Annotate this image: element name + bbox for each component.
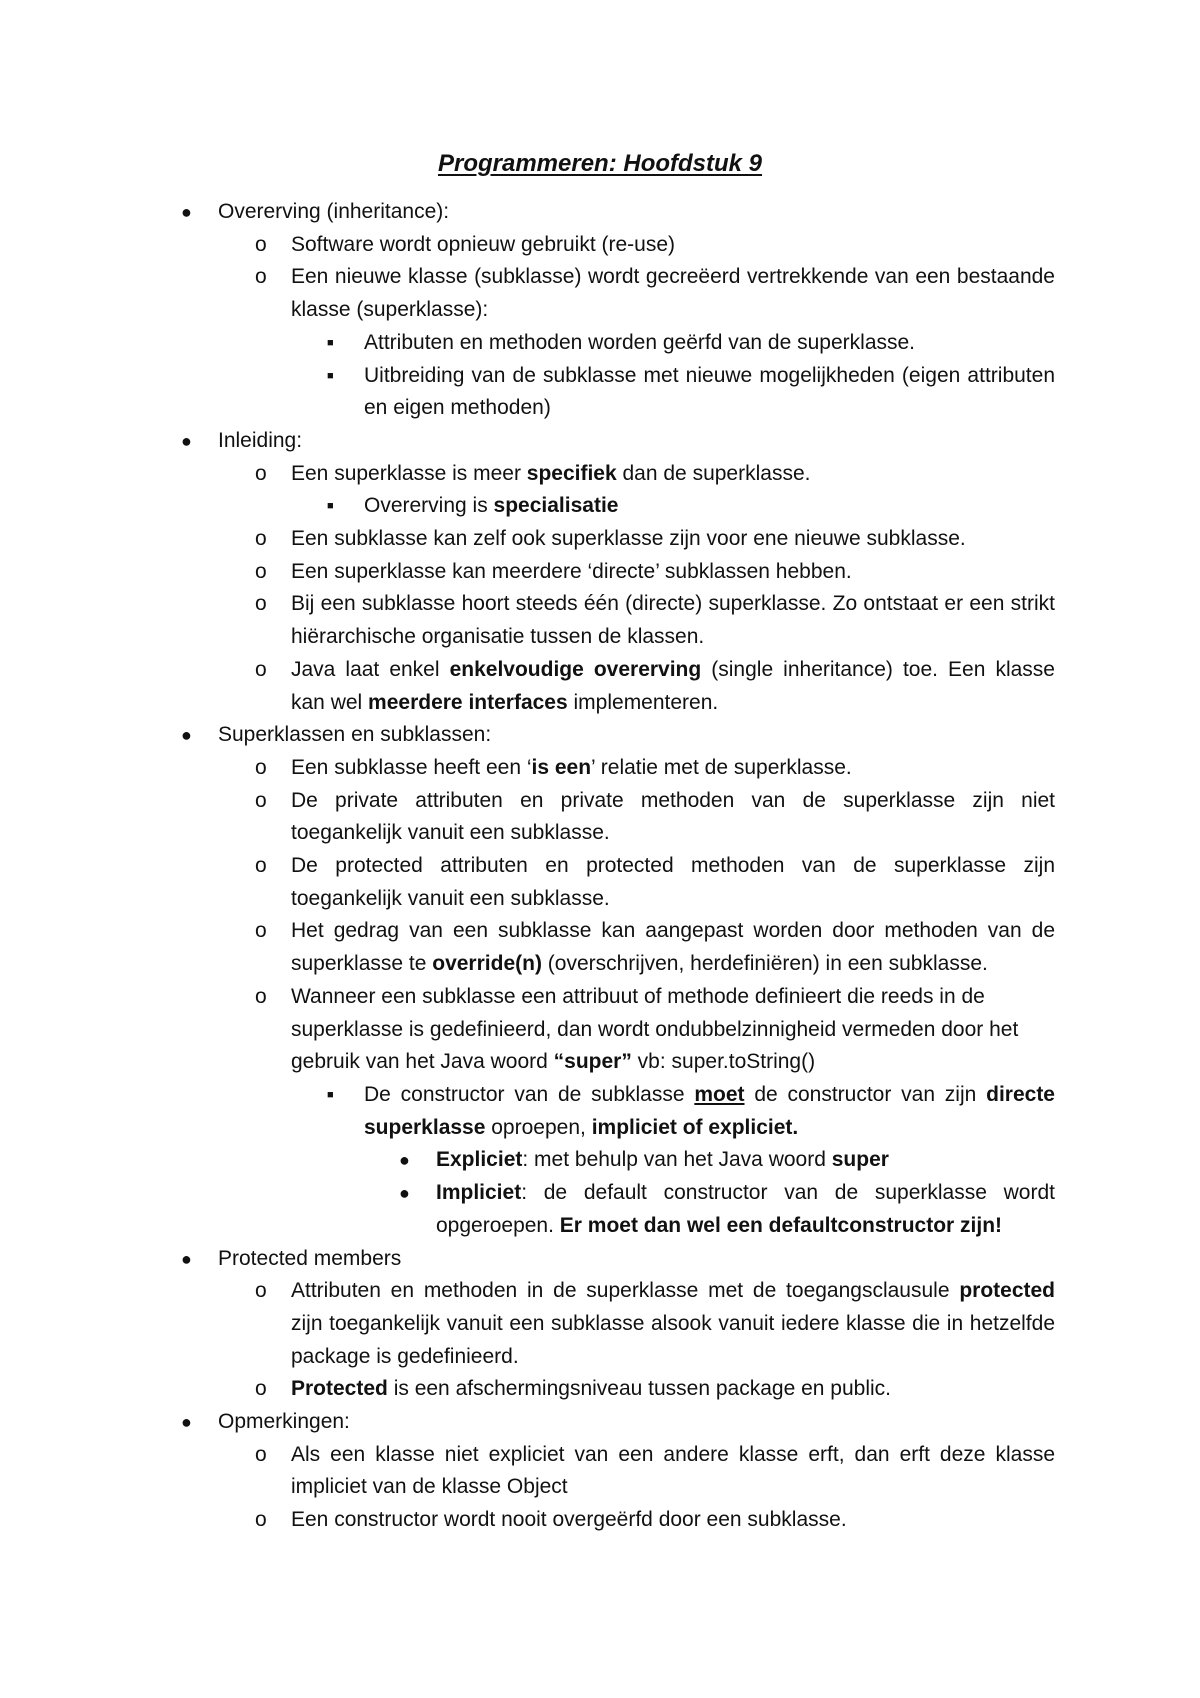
- bold-text: super: [831, 1148, 889, 1172]
- list-item-text: [291, 523, 1055, 556]
- text-run: Superklassen en subklassen:: [218, 723, 492, 747]
- text-run: : met behulp van het Java woord: [522, 1148, 832, 1172]
- list-item-level-1: [0, 1243, 1046, 1276]
- list-item-text: [291, 981, 1055, 1079]
- bullet-square-icon: ■: [327, 369, 334, 382]
- text-run: Bij een subklasse hoort steeds één (directe) superklasse. Zo ontstaat er een strikt hiërarchische organisatie tussen de klassen.: [291, 592, 1055, 649]
- bullet-circle-icon: o: [255, 984, 267, 1008]
- text-run: Attributen en methoden worden geërfd van de superklasse.: [364, 330, 916, 354]
- bullet-square-icon: ■: [327, 500, 334, 513]
- list-item-level-2: [0, 915, 1055, 980]
- list-item-text: [364, 490, 1055, 523]
- bullet-dot-icon: ●: [181, 430, 192, 451]
- list-item-level-1: [0, 719, 1046, 752]
- text-run: Opmerkingen:: [218, 1410, 350, 1434]
- list-item-text: [291, 261, 1055, 326]
- list-item-text: [218, 1243, 1046, 1276]
- text-run: De constructor van de subklasse: [364, 1082, 695, 1106]
- text-run: Een superklasse kan meerdere ‘directe’ subklassen hebben.: [291, 559, 852, 583]
- outline-list: [0, 196, 1200, 1537]
- list-item-text: [291, 785, 1055, 850]
- list-item-level-2: [0, 850, 1055, 915]
- bullet-dot-icon: ●: [399, 1150, 410, 1171]
- text-run: (single inheritance) toe. Een klasse kan wel: [291, 657, 1055, 714]
- list-item-level-4: [0, 1177, 1055, 1242]
- list-item-level-2: [0, 229, 1055, 262]
- text-run: Een subklasse kan zelf ook superklasse zijn voor ene nieuwe subklasse.: [291, 527, 966, 551]
- bullet-circle-icon: o: [255, 232, 267, 256]
- text-run: Het gedrag van een subklasse kan aangepast worden door methoden van de superklasse te: [291, 919, 1055, 976]
- text-run: dan de superklasse.: [616, 461, 811, 485]
- bold-text: is een: [531, 755, 592, 779]
- text-run: (overschrijven, herdefiniëren) in een subklasse.: [541, 952, 988, 976]
- bold-text: Er moet dan wel een defaultconstructor zijn!: [559, 1213, 1003, 1237]
- list-item-text: [291, 588, 1055, 653]
- text-run: De private attributen en private methoden van de superklasse zijn niet toegankelijk vanuit een subklasse.: [291, 788, 1055, 845]
- list-item-level-2: [0, 523, 1055, 556]
- list-item-text: [364, 1079, 1055, 1144]
- list-item-text: [291, 1275, 1055, 1373]
- list-item-text: [291, 1504, 1055, 1537]
- list-item-text: [291, 1373, 1055, 1406]
- text-run: oproepen,: [485, 1115, 592, 1139]
- text-run: Wanneer een subklasse een attribuut of methode definieert die reeds in de superklasse is gedefinieerd, dan wordt ondubbelzinnigheid vermeden door het gebruik van het Java woord: [291, 984, 1019, 1074]
- bullet-dot-icon: ●: [181, 725, 192, 746]
- list-item-text: [291, 850, 1055, 915]
- bold-text: enkelvoudige overerving: [449, 657, 702, 681]
- bold-text: directe superklasse: [364, 1082, 1055, 1139]
- bullet-circle-icon: o: [255, 527, 267, 551]
- bullet-dot-icon: ●: [181, 202, 192, 222]
- list-item-text: [291, 752, 1055, 785]
- bold-text: specifiek: [526, 461, 617, 485]
- list-item-level-2: [0, 588, 1055, 653]
- list-item-level-1: [0, 196, 1046, 229]
- text-run: Attributen en methoden in de superklasse met de toegangsclausule: [291, 1279, 960, 1303]
- list-item-text: [291, 1439, 1055, 1504]
- bullet-circle-icon: o: [255, 755, 267, 779]
- text-run: vb: super.toString(): [631, 1050, 816, 1074]
- list-item-text: [291, 556, 1055, 589]
- list-item-text: [291, 458, 1055, 491]
- list-item-level-2: [0, 458, 1055, 491]
- list-item-level-4: [0, 1144, 1055, 1177]
- bullet-circle-icon: o: [255, 1508, 267, 1532]
- text-run: Uitbreiding van de subklasse met nieuwe mogelijkheden (eigen attributen en eigen methoden): [364, 363, 1055, 420]
- text-run: Software wordt opnieuw gebruikt (re-use): [291, 232, 676, 256]
- bullet-circle-icon: o: [255, 559, 267, 583]
- list-item-level-2: [0, 981, 1055, 1079]
- list-item-level-2: [0, 1504, 1055, 1537]
- bold-text: impliciet of expliciet.: [591, 1115, 799, 1139]
- bullet-square-icon: ■: [327, 1088, 334, 1101]
- bullet-circle-icon: o: [255, 1442, 267, 1466]
- list-item-level-2: [0, 654, 1055, 719]
- list-item-level-1: [0, 425, 1046, 458]
- list-item-text: [364, 360, 1055, 425]
- list-item-text: [436, 1144, 1055, 1177]
- bullet-circle-icon: o: [255, 265, 267, 289]
- text-run: Inleiding:: [218, 428, 303, 452]
- list-item-level-3: [0, 360, 1055, 425]
- bullet-circle-icon: o: [255, 919, 267, 943]
- list-item-level-2: [0, 1373, 1055, 1406]
- list-item-text: [291, 654, 1055, 719]
- bullet-circle-icon: o: [255, 461, 267, 485]
- bold-text: Expliciet: [436, 1148, 523, 1172]
- list-item-text: [218, 719, 1046, 752]
- list-item-text: [364, 327, 1055, 360]
- list-item-level-2: [0, 556, 1055, 589]
- list-item-text: [218, 425, 1046, 458]
- bullet-dot-icon: ●: [181, 1412, 192, 1433]
- bold-text: meerdere interfaces: [368, 690, 568, 714]
- list-item-level-3: [0, 327, 1055, 360]
- list-item-text: [218, 1406, 1046, 1439]
- list-item-level-2: [0, 1275, 1055, 1373]
- text-run: De protected attributen en protected methoden van de superklasse zijn toegankelijk vanuit een subklasse.: [291, 854, 1055, 910]
- bullet-circle-icon: o: [255, 1377, 267, 1401]
- text-run: ’ relatie met de superklasse.: [591, 755, 852, 779]
- bullet-circle-icon: o: [255, 657, 267, 681]
- text-run: Java laat enkel: [291, 657, 450, 681]
- bold-text: protected: [959, 1279, 1055, 1303]
- text-run: Een constructor wordt nooit overgeërfd door een subklasse.: [291, 1508, 847, 1532]
- text-run: Protected members: [218, 1246, 402, 1270]
- text-run: Een nieuwe klasse (subklasse) wordt gecreëerd vertrekkende van een bestaande klasse (superklasse):: [291, 265, 1055, 322]
- text-run: zijn toegankelijk vanuit een subklasse alsook vanuit iedere klasse die in hetzelfde package is gedefinieerd.: [291, 1311, 1055, 1368]
- list-item-text: [291, 915, 1055, 980]
- bullet-circle-icon: o: [255, 788, 267, 812]
- text-run: Overerving (inheritance):: [218, 200, 450, 223]
- bold-text: moet: [694, 1082, 745, 1106]
- bullet-circle-icon: o: [255, 1279, 267, 1303]
- bold-text: Protected: [291, 1377, 388, 1401]
- bullet-dot-icon: ●: [181, 1248, 192, 1269]
- text-run: : de default constructor van de superklasse wordt opgeroepen.: [436, 1181, 1055, 1237]
- bold-text: Impliciet: [436, 1181, 522, 1205]
- list-item-level-3: [0, 490, 1055, 523]
- list-item-text: [218, 196, 1046, 229]
- bold-text: “super”: [553, 1050, 632, 1074]
- bullet-dot-icon: ●: [399, 1183, 410, 1204]
- list-item-text: [436, 1177, 1055, 1242]
- list-item-level-1: [0, 1406, 1046, 1439]
- list-item-level-2: [0, 1439, 1055, 1504]
- text-run: Als een klasse niet expliciet van een andere klasse erft, dan erft deze klasse impliciet van de klasse Object: [291, 1442, 1055, 1499]
- text-run: is een afschermingsniveau tussen package en public.: [387, 1377, 891, 1401]
- bullet-circle-icon: o: [255, 592, 267, 616]
- list-item-level-2: [0, 261, 1055, 326]
- bold-text: specialisatie: [493, 494, 619, 518]
- page-title: Programmeren: Hoofdstuk 9: [437, 150, 763, 177]
- text-run: Overerving is: [364, 494, 494, 518]
- list-item-level-2: [0, 752, 1055, 785]
- text-run: implementeren.: [567, 690, 719, 714]
- list-item-text: [291, 229, 1055, 262]
- text-run: Een subklasse heeft een ‘: [291, 755, 532, 779]
- text-run: Een superklasse is meer: [291, 461, 527, 485]
- bold-text: override(n): [432, 952, 542, 976]
- bullet-circle-icon: o: [255, 854, 267, 878]
- list-item-level-2: [0, 785, 1055, 850]
- bullet-square-icon: ■: [327, 336, 334, 349]
- text-run: de constructor van zijn: [744, 1082, 987, 1106]
- list-item-level-3: [0, 1079, 1055, 1144]
